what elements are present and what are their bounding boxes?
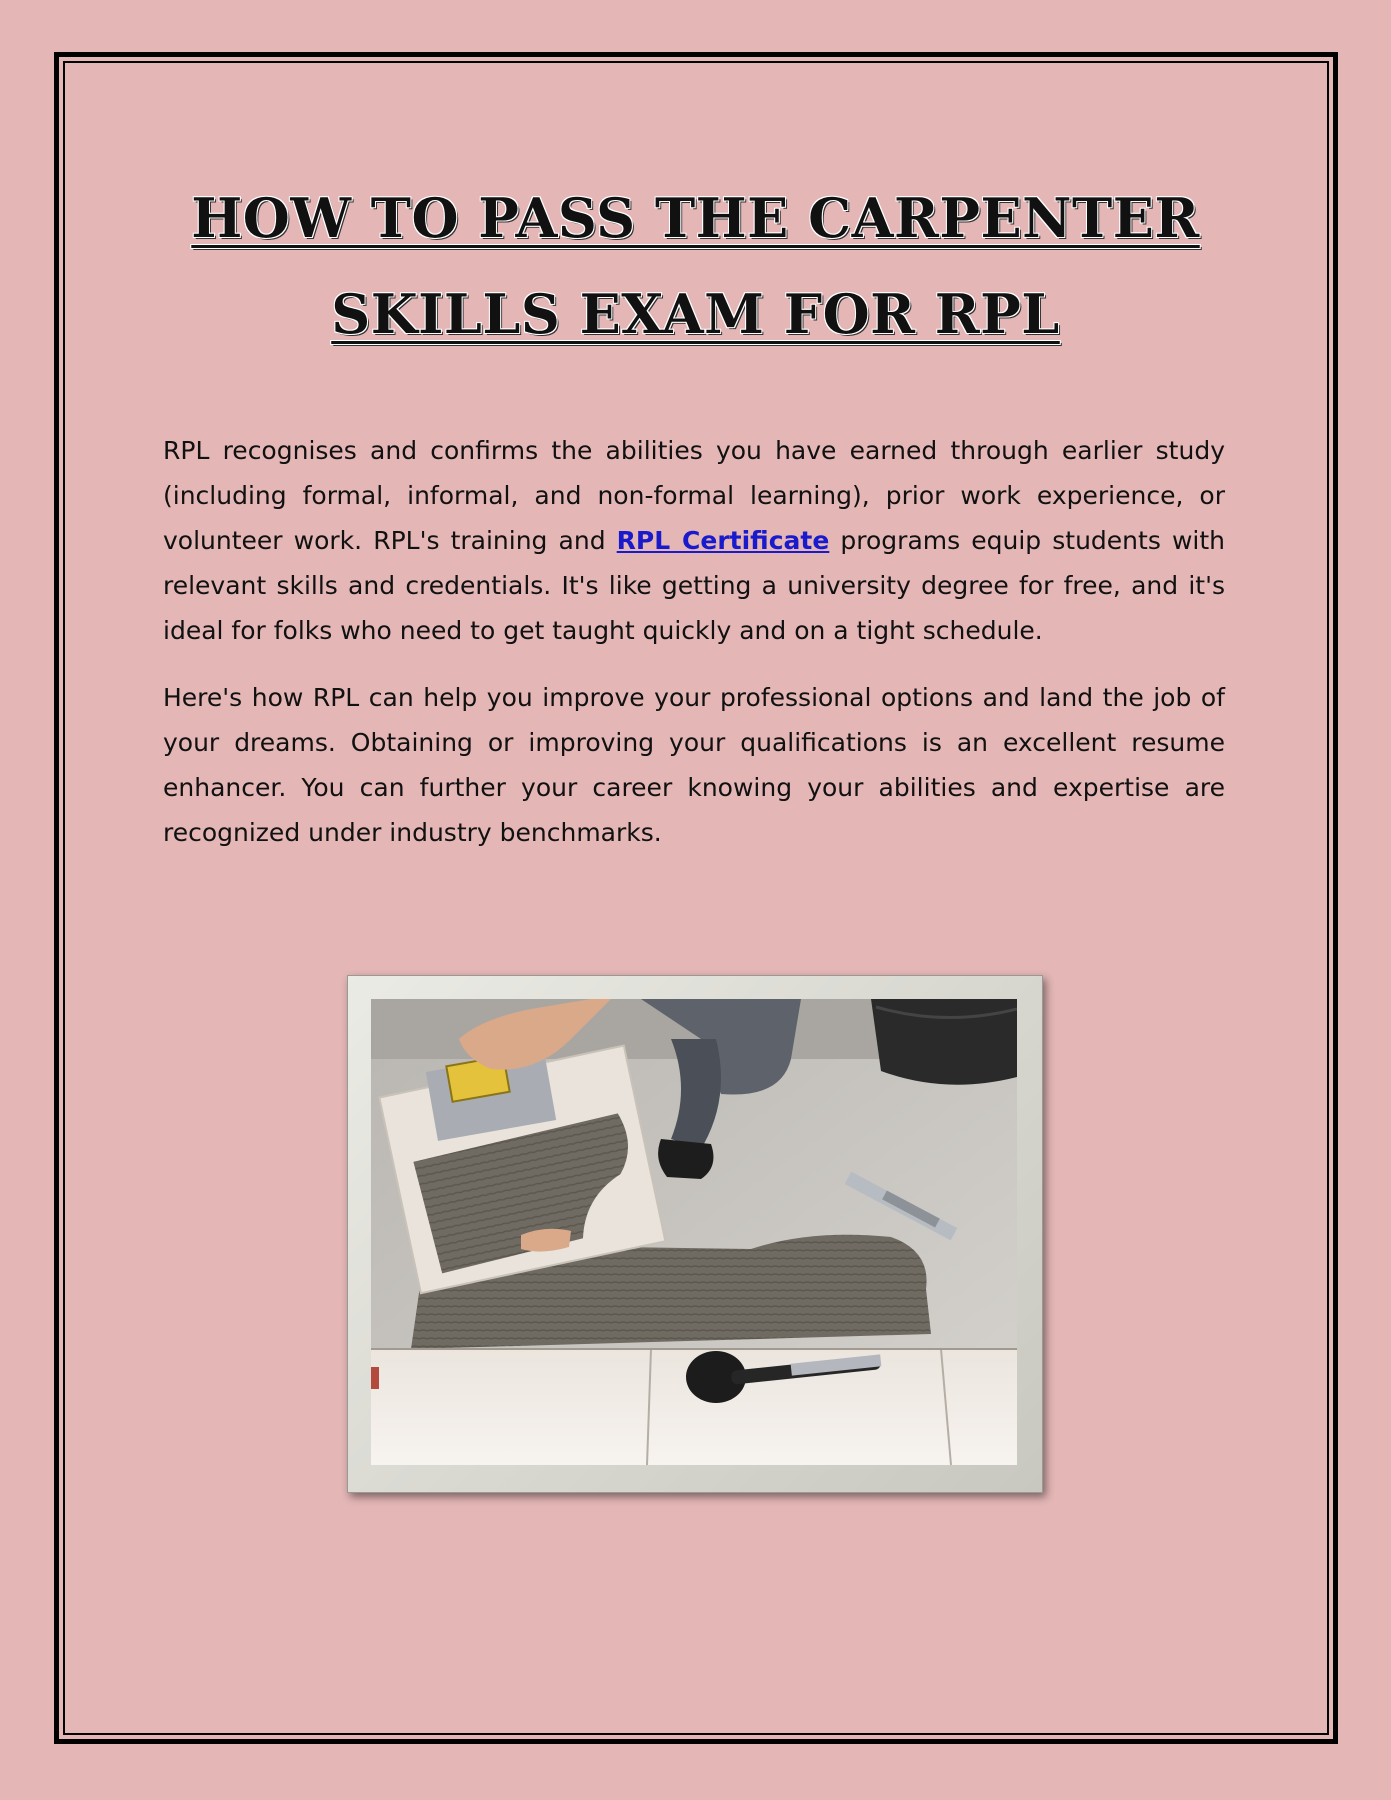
- page-title: [150, 170, 1241, 362]
- paragraph-1-text-start: RPL recognises and confirms the abilities you have earned through earlier study (including formal, informal, and non-formal learning), prior work experience, or volunteer work. RPL's training and: [163, 436, 1225, 555]
- tiling-photo: [371, 999, 1017, 1465]
- photo-frame: [347, 975, 1043, 1493]
- paragraph-1-text-end: programs equip students with relevant skills and credentials. It's like getting a university degree for free, and it's ideal for folks who need to get taught quickly and on a tight schedule.: [163, 526, 1225, 645]
- rpl-certificate-link[interactable]: RPL Certificate: [616, 526, 830, 555]
- paragraph-1: [163, 428, 1225, 653]
- paragraph-2: Here's how RPL can help you improve your professional options and land the job of your dreams. Obtaining or improving your qualifications is an excellent resume enhancer. You can further your career knowing your abilities and expertise are recognized under industry benchmarks.: [163, 683, 1225, 847]
- title-line-2: SKILLS EXAM FOR RPL: [331, 282, 1060, 346]
- title-line-1: HOW TO PASS THE CARPENTER: [191, 186, 1200, 250]
